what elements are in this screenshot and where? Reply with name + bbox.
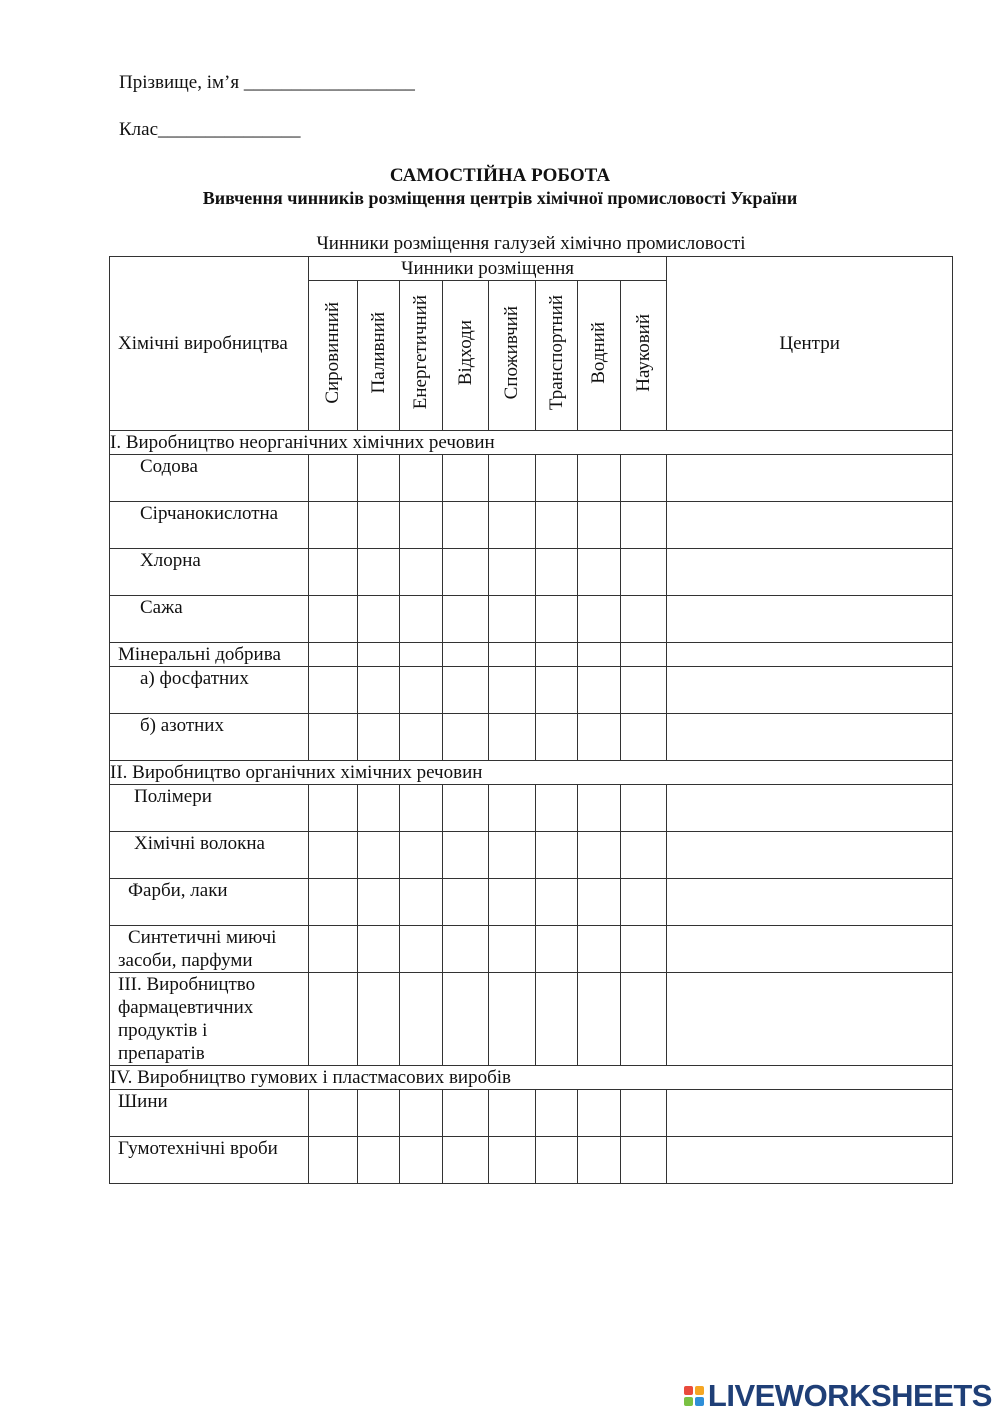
answer-cell[interactable] bbox=[536, 549, 578, 596]
header-factors-group: Чинники розміщення bbox=[309, 257, 667, 281]
answer-cell[interactable] bbox=[621, 1090, 667, 1137]
answer-cell[interactable] bbox=[489, 1090, 536, 1137]
answer-cell[interactable] bbox=[621, 596, 667, 643]
answer-cell[interactable] bbox=[309, 832, 358, 879]
answer-cell[interactable] bbox=[309, 973, 358, 1066]
row-label: Полімери bbox=[110, 785, 309, 832]
header-factor-science: Науковий bbox=[621, 281, 667, 431]
answer-cell[interactable] bbox=[489, 832, 536, 879]
centers-cell[interactable] bbox=[667, 549, 953, 596]
answer-cell[interactable] bbox=[400, 596, 443, 643]
row-label: Синтетичні миючі засоби, парфуми bbox=[110, 926, 309, 973]
header-factor-energy: Енергетичний bbox=[400, 281, 443, 431]
answer-cell[interactable] bbox=[400, 1090, 443, 1137]
answer-cell[interactable] bbox=[443, 973, 489, 1066]
answer-cell[interactable] bbox=[443, 502, 489, 549]
answer-cell[interactable] bbox=[400, 455, 443, 502]
answer-cell[interactable] bbox=[443, 455, 489, 502]
answer-cell[interactable] bbox=[400, 832, 443, 879]
liveworksheets-watermark bbox=[684, 1378, 992, 1414]
answer-cell[interactable] bbox=[536, 973, 578, 1066]
answer-cell[interactable] bbox=[536, 1137, 578, 1184]
table-row bbox=[110, 785, 953, 832]
answer-cell[interactable] bbox=[358, 832, 400, 879]
answer-cell[interactable] bbox=[309, 1137, 358, 1184]
answer-cell[interactable] bbox=[400, 667, 443, 714]
answer-cell[interactable] bbox=[400, 879, 443, 926]
answer-cell[interactable] bbox=[443, 1137, 489, 1184]
answer-cell[interactable] bbox=[621, 926, 667, 973]
row-label: Фарби, лаки bbox=[110, 879, 309, 926]
page-subtitle: Вивчення чинників розміщення центрів хімічної промисловості України bbox=[202, 188, 798, 208]
answer-cell[interactable] bbox=[489, 926, 536, 973]
row-label: Шини bbox=[110, 1090, 309, 1137]
section-rubber-plastics: ІV. Виробництво гумових і пластмасових виробів bbox=[110, 1066, 953, 1090]
answer-cell[interactable] bbox=[443, 879, 489, 926]
answer-cell[interactable] bbox=[536, 714, 578, 761]
answer-cell[interactable] bbox=[489, 455, 536, 502]
row-label: Хімічні волокна bbox=[110, 832, 309, 879]
centers-cell[interactable] bbox=[667, 832, 953, 879]
answer-cell[interactable] bbox=[578, 832, 621, 879]
answer-cell[interactable] bbox=[489, 714, 536, 761]
answer-cell[interactable] bbox=[536, 785, 578, 832]
answer-cell[interactable] bbox=[443, 667, 489, 714]
row-label: Гумотехнічні вроби bbox=[110, 1137, 309, 1184]
centers-cell[interactable] bbox=[667, 926, 953, 973]
answer-cell[interactable] bbox=[621, 667, 667, 714]
class-field-label: Клас_______________ bbox=[119, 119, 301, 140]
answer-cell[interactable] bbox=[358, 667, 400, 714]
answer-cell[interactable] bbox=[578, 455, 621, 502]
answer-cell[interactable] bbox=[309, 1090, 358, 1137]
answer-cell[interactable] bbox=[400, 926, 443, 973]
answer-cell[interactable] bbox=[358, 973, 400, 1066]
answer-cell[interactable] bbox=[309, 879, 358, 926]
header-factor-transport: Транспортний bbox=[536, 281, 578, 431]
centers-cell[interactable] bbox=[667, 973, 953, 1066]
answer-cell[interactable] bbox=[621, 785, 667, 832]
section-inorganic: І. Виробництво неорганічних хімічних речовин bbox=[110, 431, 953, 455]
table-row bbox=[110, 1137, 953, 1184]
header-factor-raw: Сировинний bbox=[309, 281, 358, 431]
answer-cell[interactable] bbox=[443, 596, 489, 643]
answer-cell[interactable] bbox=[400, 1137, 443, 1184]
answer-cell[interactable] bbox=[309, 502, 358, 549]
answer-cell[interactable] bbox=[400, 714, 443, 761]
answer-cell[interactable] bbox=[358, 926, 400, 973]
answer-cell[interactable] bbox=[309, 714, 358, 761]
centers-cell[interactable] bbox=[667, 879, 953, 926]
answer-cell[interactable] bbox=[536, 455, 578, 502]
subsection-fertilizers: Мінеральні добрива bbox=[110, 643, 309, 667]
answer-cell[interactable] bbox=[309, 785, 358, 832]
answer-cell[interactable] bbox=[621, 1137, 667, 1184]
table-row bbox=[110, 973, 953, 1066]
answer-cell[interactable] bbox=[578, 973, 621, 1066]
answer-cell[interactable] bbox=[489, 1137, 536, 1184]
section-pharma: ІІІ. Виробництво фармацевтичних продуктів і препаратів bbox=[110, 973, 309, 1066]
answer-cell[interactable] bbox=[536, 502, 578, 549]
answer-cell[interactable] bbox=[309, 549, 358, 596]
header-factor-water: Водний bbox=[578, 281, 621, 431]
answer-cell[interactable] bbox=[536, 596, 578, 643]
centers-cell[interactable] bbox=[667, 596, 953, 643]
answer-cell[interactable] bbox=[400, 549, 443, 596]
answer-cell[interactable] bbox=[309, 455, 358, 502]
answer-cell[interactable] bbox=[536, 1090, 578, 1137]
row-label: Сажа bbox=[110, 596, 309, 643]
centers-cell[interactable] bbox=[667, 714, 953, 761]
section-organic: ІІ. Виробництво органічних хімічних речовин bbox=[110, 761, 953, 785]
header-factor-waste: Відходи bbox=[443, 281, 489, 431]
answer-cell[interactable] bbox=[578, 1090, 621, 1137]
answer-cell[interactable] bbox=[489, 973, 536, 1066]
answer-cell[interactable] bbox=[536, 667, 578, 714]
row-label: Содова bbox=[110, 455, 309, 502]
answer-cell[interactable] bbox=[621, 549, 667, 596]
answer-cell[interactable] bbox=[578, 667, 621, 714]
answer-cell[interactable] bbox=[309, 667, 358, 714]
answer-cell[interactable] bbox=[578, 785, 621, 832]
answer-cell[interactable] bbox=[621, 973, 667, 1066]
answer-cell[interactable] bbox=[358, 596, 400, 643]
centers-cell[interactable] bbox=[667, 1137, 953, 1184]
answer-cell[interactable] bbox=[443, 785, 489, 832]
header-centers: Центри bbox=[667, 257, 953, 431]
answer-cell[interactable] bbox=[489, 785, 536, 832]
table-caption: Чинники розміщення галузей хімічно промисловості bbox=[316, 233, 746, 254]
factors-table bbox=[109, 256, 953, 1184]
answer-cell[interactable] bbox=[578, 596, 621, 643]
row-label: Хлорна bbox=[110, 549, 309, 596]
table-row bbox=[110, 502, 953, 549]
answer-cell[interactable] bbox=[358, 879, 400, 926]
answer-cell[interactable] bbox=[578, 926, 621, 973]
answer-cell[interactable] bbox=[443, 832, 489, 879]
centers-cell[interactable] bbox=[667, 455, 953, 502]
answer-cell[interactable] bbox=[400, 785, 443, 832]
table-row bbox=[110, 455, 953, 502]
answer-cell[interactable] bbox=[489, 549, 536, 596]
answer-cell[interactable] bbox=[489, 502, 536, 549]
table-row bbox=[110, 926, 953, 973]
answer-cell[interactable] bbox=[358, 549, 400, 596]
answer-cell[interactable] bbox=[621, 455, 667, 502]
table-row bbox=[110, 714, 953, 761]
row-label: Сірчанокислотна bbox=[110, 502, 309, 549]
centers-cell[interactable] bbox=[667, 502, 953, 549]
surname-field-label: Прізвище, ім’я __________________ bbox=[119, 72, 415, 93]
answer-cell[interactable] bbox=[578, 879, 621, 926]
answer-cell[interactable] bbox=[309, 596, 358, 643]
answer-cell[interactable] bbox=[400, 973, 443, 1066]
answer-cell[interactable] bbox=[489, 596, 536, 643]
table-row bbox=[110, 549, 953, 596]
watermark-text: LIVEWORKSHEETS bbox=[707, 1378, 992, 1413]
row-label: б) азотних bbox=[110, 714, 309, 761]
header-factor-consumer: Споживчий bbox=[489, 281, 536, 431]
answer-cell[interactable] bbox=[536, 879, 578, 926]
centers-cell[interactable] bbox=[667, 667, 953, 714]
answer-cell[interactable] bbox=[443, 1090, 489, 1137]
answer-cell[interactable] bbox=[358, 785, 400, 832]
answer-cell[interactable] bbox=[578, 549, 621, 596]
answer-cell[interactable] bbox=[358, 714, 400, 761]
answer-cell[interactable] bbox=[358, 455, 400, 502]
answer-cell[interactable] bbox=[443, 549, 489, 596]
table-row bbox=[110, 596, 953, 643]
header-production: Хімічні виробництва bbox=[110, 257, 309, 431]
answer-cell[interactable] bbox=[578, 714, 621, 761]
answer-cell[interactable] bbox=[621, 502, 667, 549]
row-label: а) фосфатних bbox=[110, 667, 309, 714]
answer-cell[interactable] bbox=[358, 1137, 400, 1184]
answer-cell[interactable] bbox=[358, 1090, 400, 1137]
answer-cell[interactable] bbox=[489, 879, 536, 926]
answer-cell[interactable] bbox=[578, 1137, 621, 1184]
table-row bbox=[110, 1090, 953, 1137]
page-title: САМОСТІЙНА РОБОТА bbox=[389, 165, 611, 186]
header-factor-fuel: Паливний bbox=[358, 281, 400, 431]
answer-cell[interactable] bbox=[578, 502, 621, 549]
answer-cell[interactable] bbox=[400, 502, 443, 549]
liveworksheets-logo-icon bbox=[684, 1386, 704, 1406]
table-row bbox=[110, 879, 953, 926]
answer-cell[interactable] bbox=[536, 926, 578, 973]
answer-cell[interactable] bbox=[621, 879, 667, 926]
answer-cell[interactable] bbox=[443, 714, 489, 761]
answer-cell[interactable] bbox=[489, 667, 536, 714]
answer-cell[interactable] bbox=[309, 926, 358, 973]
answer-cell[interactable] bbox=[443, 926, 489, 973]
answer-cell[interactable] bbox=[621, 832, 667, 879]
centers-cell[interactable] bbox=[667, 1090, 953, 1137]
table-row bbox=[110, 667, 953, 714]
answer-cell[interactable] bbox=[358, 502, 400, 549]
answer-cell[interactable] bbox=[621, 714, 667, 761]
centers-cell[interactable] bbox=[667, 785, 953, 832]
table-row bbox=[110, 832, 953, 879]
answer-cell[interactable] bbox=[536, 832, 578, 879]
